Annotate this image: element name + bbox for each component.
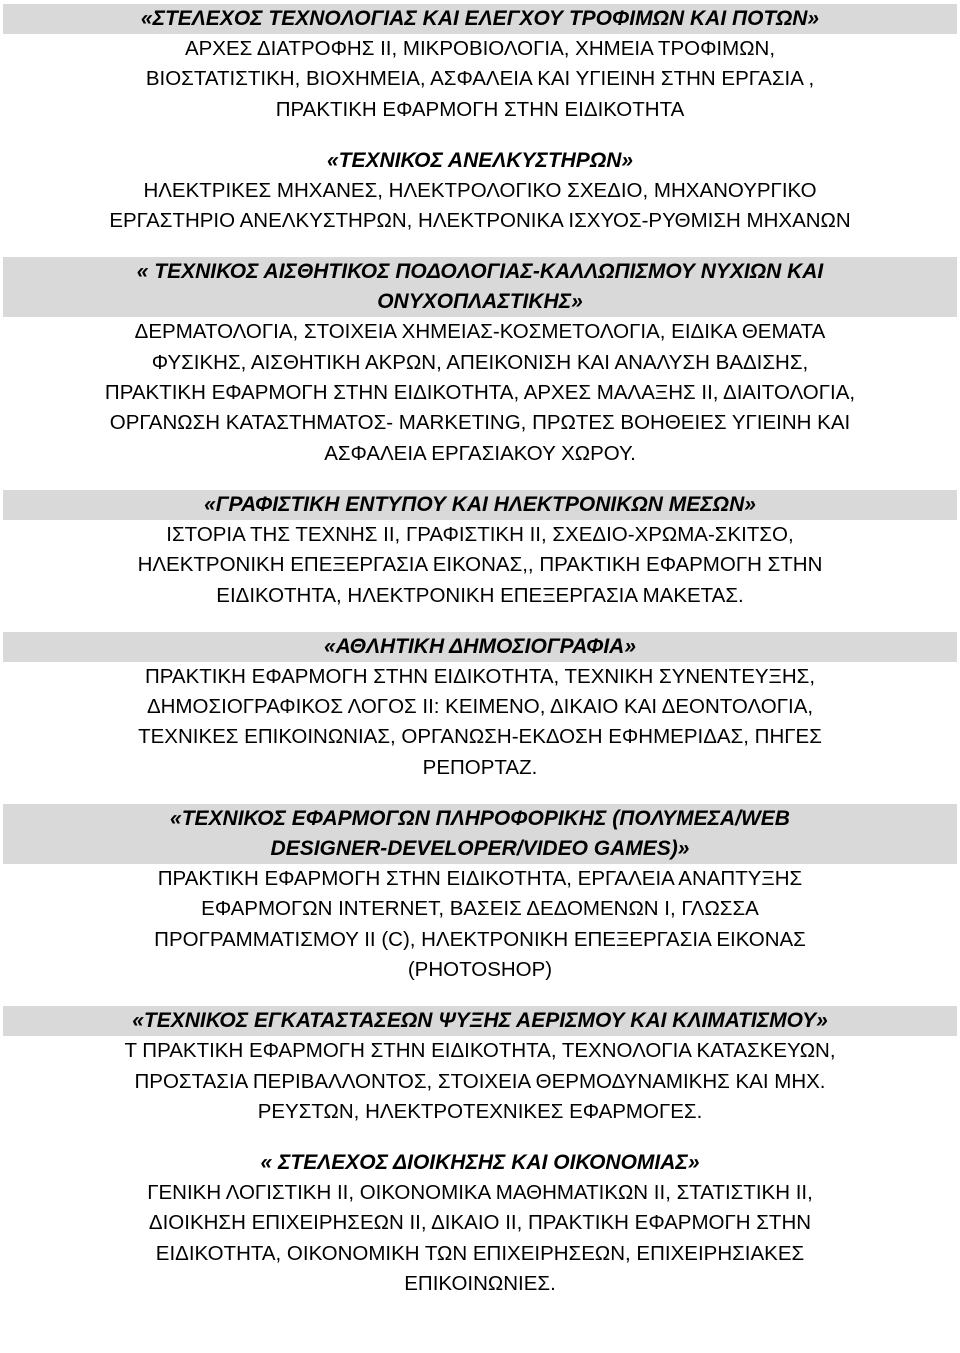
section-body-line: ΔΗΜΟΣΙΟΓΡΑΦΙΚΟΣ ΛΟΓΟΣ ΙΙ: ΚΕΙΜΕΝΟ, ΔΙΚΑΙΟ ΚΑΙ ΔΕΟΝΤΟΛΟΓΙΑ, [146, 695, 814, 719]
section-business-administration [0, 1148, 960, 1299]
section-body-line: ΕΡΓΑΣΤΗΡΙΟ ΑΝΕΛΚΥΣΤΗΡΩΝ, ΗΛΕΚΤΡΟΝΙΚΑ ΙΣΧΥΟΣ-ΡΥΘΜΙΣΗ ΜΗΧΑΝΩΝ [109, 209, 851, 233]
section-body-line: ΕΠΙΚΟΙΝΩΝΙΕΣ. [404, 1272, 556, 1296]
section-title: «ΤΕΧΝΙΚΟΣ ΕΓΚΑΤΑΣΤΑΣΕΩΝ ΨΥΞΗΣ ΑΕΡΙΣΜΟΥ ΚΑΙ ΚΛΙΜΑΤΙΣΜΟΥ» [3, 1006, 957, 1036]
section-body-line: ΔΕΡΜΑΤΟΛΟΓΙΑ, ΣΤΟΙΧΕΙΑ ΧΗΜΕΙΑΣ-ΚΟΣΜΕΤΟΛΟΓΙΑ, ΕΙΔΙΚΑ ΘΕΜΑΤΑ [134, 320, 826, 344]
section-title: «ΤΕΧΝΙΚΟΣ ΑΝΕΛΚΥΣΤΗΡΩΝ» [326, 148, 634, 172]
section-body-line: ΡΕΠΟΡΤΑΖ. [422, 755, 538, 779]
section-body-line: Τ ΠΡΑΚΤΙΚΗ ΕΦΑΡΜΟΓΗ ΣΤΗΝ ΕΙΔΙΚΟΤΗΤΑ, ΤΕΧΝΟΛΟΓΙΑ ΚΑΤΑΣΚΕΥΩΝ, [124, 1039, 836, 1063]
section-hvac-technician [0, 1006, 960, 1127]
section-title-continued: DESIGNER-DEVELOPER/VIDEO GAMES)» [3, 834, 957, 864]
section-body-line: ΑΣΦΑΛΕΙΑ ΕΡΓΑΣΙΑΚΟΥ ΧΩΡΟΥ. [324, 441, 636, 465]
section-title-continued: ΟΝΥΧΟΠΛΑΣΤΙΚΗΣ» [3, 287, 957, 317]
section-body-line: ΠΡΑΚΤΙΚΗ ΕΦΑΡΜΟΓΗ ΣΤΗΝ ΕΙΔΙΚΟΤΗΤΑ, ΕΡΓΑΛΕΙΑ ΑΝΑΠΤΥΞΗΣ [157, 867, 803, 891]
section-title: « ΤΕΧΝΙΚΟΣ ΑΙΣΘΗΤΙΚΟΣ ΠΟΔΟΛΟΓΙΑΣ-ΚΑΛΛΩΠΙΣΜΟΥ ΝΥΧΙΩΝ ΚΑΙ [3, 257, 957, 287]
section-it-applications [0, 804, 960, 985]
section-title: «ΓΡΑΦΙΣΤΙΚΗ ΕΝΤΥΠΟΥ ΚΑΙ ΗΛΕΚΤΡΟΝΙΚΩΝ ΜΕΣΩΝ» [3, 490, 957, 520]
section-body-line: ΠΡΑΚΤΙΚΗ ΕΦΑΡΜΟΓΗ ΣΤΗΝ ΕΙΔΙΚΟΤΗΤΑ [275, 97, 685, 121]
section-body-line: ΕΦΑΡΜΟΓΩΝ INTERNET, ΒΑΣΕΙΣ ΔΕΔΟΜΕΝΩΝ Ι, ΓΛΩΣΣΑ [201, 897, 759, 921]
section-graphic-design [0, 490, 960, 611]
section-title: «ΣΤΕΛΕΧΟΣ ΤΕΧΝΟΛΟΓΙΑΣ ΚΑΙ ΕΛΕΓΧΟΥ ΤΡΟΦΙΜΩΝ ΚΑΙ ΠΟΤΩΝ» [3, 4, 957, 34]
section-body-line: ΓΕΝΙΚΗ ΛΟΓΙΣΤΙΚΗ ΙΙ, ΟΙΚΟΝΟΜΙΚΑ ΜΑΘΗΜΑΤΙΚΩΝ ΙΙ, ΣΤΑΤΙΣΤΙΚΗ ΙΙ, [147, 1181, 813, 1205]
section-body-line: (PHOTOSHOP) [407, 957, 553, 981]
section-body-line: ΑΡΧΕΣ ΔΙΑΤΡΟΦΗΣ ΙΙ, ΜΙΚΡΟΒΙΟΛΟΓΙΑ, ΧΗΜΕΙΑ ΤΡΟΦΙΜΩΝ, [184, 37, 776, 60]
section-body-line: ΠΡΑΚΤΙΚΗ ΕΦΑΡΜΟΓΗ ΣΤΗΝ ΕΙΔΙΚΟΤΗΤΑ, ΑΡΧΕΣ ΜΑΛΑΞΗΣ ΙΙ, ΔΙΑΙΤΟΛΟΓΙΑ, [104, 381, 856, 405]
section-body-line: ΤΕΧΝΙΚΕΣ ΕΠΙΚΟΙΝΩΝΙΑΣ, ΟΡΓΑΝΩΣΗ-ΕΚΔΟΣΗ ΕΦΗΜΕΡΙΔΑΣ, ΠΗΓΕΣ [138, 725, 822, 749]
section-body-line: ΙΣΤΟΡΙΑ ΤΗΣ ΤΕΧΝΗΣ ΙΙ, ΓΡΑΦΙΣΤΙΚΗ ΙΙ, ΣΧΕΔΙΟ-ΧΡΩΜΑ-ΣΚΙΤΣΟ, [166, 522, 794, 546]
section-elevator-technician [0, 146, 960, 237]
section-body-line: ΒΙΟΣΤΑΤΙΣΤΙΚΗ, ΒΙΟΧΗΜΕΙΑ, ΑΣΦΑΛΕΙΑ ΚΑΙ ΥΓΙΕΙΝΗ ΣΤΗΝ ΕΡΓΑΣΙΑ , [145, 67, 815, 91]
section-title: «ΑΘΛΗΤΙΚΗ ΔΗΜΟΣΙΟΓΡΑΦΙΑ» [3, 632, 957, 662]
section-body-line: ΦΥΣΙΚΗΣ, ΑΙΣΘΗΤΙΚΗ ΑΚΡΩΝ, ΑΠΕΙΚΟΝΙΣΗ ΚΑΙ ΑΝΑΛΥΣΗ ΒΑΔΙΣΗΣ, [151, 350, 809, 374]
section-body-line: ΕΙΔΙΚΟΤΗΤΑ, ΟΙΚΟΝΟΜΙΚΗ ΤΩΝ ΕΠΙΧΕΙΡΗΣΕΩΝ, ΕΠΙΧΕΙΡΗΣΙΑΚΕΣ [155, 1241, 805, 1265]
section-body-line: ΠΡΟΣΤΑΣΙΑ ΠΕΡΙΒΑΛΛΟΝΤΟΣ, ΣΤΟΙΧΕΙΑ ΘΕΡΜΟΔΥΝΑΜΙΚΗΣ ΚΑΙ ΜΗΧ. [134, 1069, 826, 1093]
section-body-line: ΡΕΥΣΤΩΝ, ΗΛΕΚΤΡΟΤΕΧΝΙΚΕΣ ΕΦΑΡΜΟΓΕΣ. [257, 1099, 703, 1123]
section-body-line: ΕΙΔΙΚΟΤΗΤΑ, ΗΛΕΚΤΡΟΝΙΚΗ ΕΠΕΞΕΡΓΑΣΙΑ ΜΑΚΕΤΑΣ. [216, 583, 744, 607]
section-body-line: ΠΡΑΚΤΙΚΗ ΕΦΑΡΜΟΓΗ ΣΤΗΝ ΕΙΔΙΚΟΤΗΤΑ, ΤΕΧΝΙΚΗ ΣΥΝΕΝΤΕΥΞΗΣ, [144, 664, 816, 688]
section-body-line: ΔΙΟΙΚΗΣΗ ΕΠΙΧΕΙΡΗΣΕΩΝ ΙΙ, ΔΙΚΑΙΟ ΙΙ, ΠΡΑΚΤΙΚΗ ΕΦΑΡΜΟΓΗ ΣΤΗΝ [148, 1211, 812, 1235]
section-title: «ΤΕΧΝΙΚΟΣ ΕΦΑΡΜΟΓΩΝ ΠΛΗΡΟΦΟΡΙΚΗΣ (ΠΟΛΥΜΕΣΑ/WEB [3, 804, 957, 834]
section-sports-journalism [0, 632, 960, 783]
section-title: « ΣΤΕΛΕΧΟΣ ΔΙΟΙΚΗΣΗΣ ΚΑΙ ΟΙΚΟΝΟΜΙΑΣ» [260, 1151, 700, 1175]
section-body-line: ΟΡΓΑΝΩΣΗ ΚΑΤΑΣΤΗΜΑΤΟΣ- MARKETING, ΠΡΩΤΕΣ ΒΟΗΘΕΙΕΣ ΥΓΙΕΙΝΗ ΚΑΙ [109, 411, 851, 435]
section-body-line: ΠΡΟΓΡΑΜΜΑΤΙΣΜΟΥ ΙΙ (C), ΗΛΕΚΤΡΟΝΙΚΗ ΕΠΕΞΕΡΓΑΣΙΑ ΕΙΚΟΝΑΣ [154, 927, 806, 951]
section-body-line: ΗΛΕΚΤΡΟΝΙΚΗ ΕΠΕΞΕΡΓΑΣΙΑ ΕΙΚΟΝΑΣ,, ΠΡΑΚΤΙΚΗ ΕΦΑΡΜΟΓΗ ΣΤΗΝ [137, 553, 823, 577]
section-aesthetic-podology [0, 257, 960, 468]
section-body-line: ΗΛΕΚΤΡΙΚΕΣ ΜΗΧΑΝΕΣ, ΗΛΕΚΤΡΟΛΟΓΙΚΟ ΣΧΕΔΙΟ, ΜΗΧΑΝΟΥΡΓΙΚΟ [143, 178, 817, 202]
section-food-technology [0, 4, 960, 125]
